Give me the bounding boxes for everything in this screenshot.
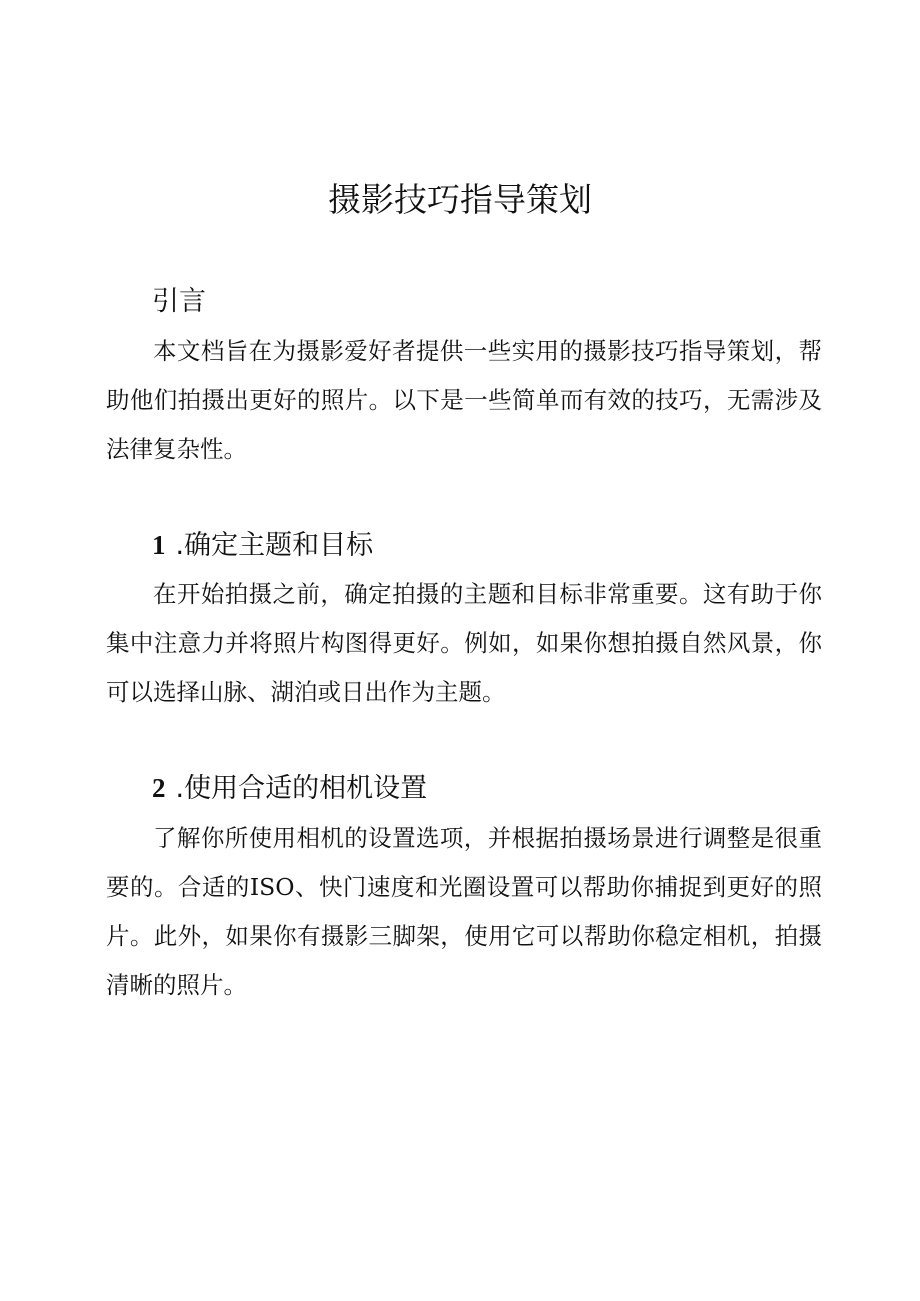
section-heading-text: 引言 (152, 286, 206, 317)
document-title: 摄影技巧指导策划 (328, 180, 592, 219)
section-heading-text: .确定主题和目标 (175, 530, 374, 561)
section-heading-text: .使用合适的相机设置 (175, 773, 428, 804)
section-number: 1 (152, 530, 166, 560)
section-number: 2 (152, 773, 166, 803)
section-heading-1 (152, 525, 373, 566)
section-heading-introduction (152, 282, 206, 322)
section-body-2: 了解你所使用相机的设置选项，并根据拍摄场景进行调整是很重要的。合适的ISO、快门速度和光圈设置可以帮助你捕捉到更好的照片。此外，如果你有摄影三脚架，使用它可以帮助你稳定相机，拍摄清晰的照片。 (106, 824, 822, 999)
section-body-introduction: 本文档旨在为摄影爱好者提供一些实用的摄影技巧指导策划，帮助他们拍摄出更好的照片。以下是一些简单而有效的技巧，无需涉及法律复杂性。 (106, 337, 822, 463)
section-heading-2 (152, 768, 427, 809)
section-body-1: 在开始拍摄之前，确定拍摄的主题和目标非常重要。这有助于你集中注意力并将照片构图得更好。例如，如果你想拍摄自然风景，你可以选择山脉、湖泊或日出作为主题。 (106, 580, 822, 706)
